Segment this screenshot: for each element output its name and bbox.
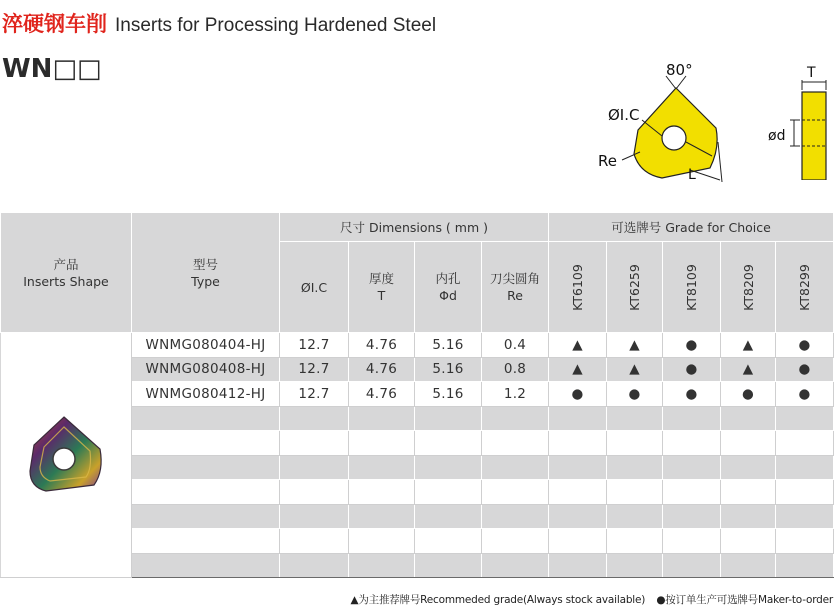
cell-grade-mark: ▲ [721, 357, 776, 382]
cell-ic: 12.7 [280, 382, 349, 407]
cell-grade-mark: ▲ [607, 357, 663, 382]
title-chinese: 淬硬钢车削 [2, 12, 107, 36]
legend-make-to-order: ●按订单生产可选牌号Maker-to-order [656, 594, 833, 606]
cell-grade-mark: ● [776, 333, 834, 358]
cell-t: 4.76 [349, 357, 415, 382]
header-grade: 可选牌号 Grade for Choice [549, 213, 834, 242]
cell-d: 5.16 [415, 357, 482, 382]
cell-re: 0.8 [482, 357, 549, 382]
ic-label: ØI.C [608, 106, 640, 124]
model-code: WN□□ [2, 54, 102, 84]
header-thickness: 厚度 T [349, 242, 415, 333]
l-label: L [688, 167, 696, 183]
cell-ic: 12.7 [280, 357, 349, 382]
page-title [2, 8, 436, 42]
cell-grade-mark: ● [776, 382, 834, 407]
table-row [1, 333, 834, 358]
header-grade-kt8299: KT8299 [776, 242, 834, 333]
cell-grade-mark: ▲ [549, 357, 607, 382]
title-english: Inserts for Processing Hardened Steel [115, 15, 437, 36]
cell-ic: 12.7 [280, 333, 349, 358]
cell-t: 4.76 [349, 333, 415, 358]
cell-d: 5.16 [415, 382, 482, 407]
grade-legend [342, 592, 833, 607]
header-type: 型号 Type [132, 213, 280, 333]
t-label: T [807, 65, 816, 81]
cell-type: WNMG080404-HJ [132, 333, 280, 358]
cell-grade-mark: ▲ [549, 333, 607, 358]
header-radius: 刀尖圆角 Re [482, 242, 549, 333]
insert-photo-cell [1, 333, 132, 578]
header-grade-kt8209: KT8209 [721, 242, 776, 333]
header-dimensions: 尺寸 Dimensions ( mm ) [280, 213, 549, 242]
cell-grade-mark: ● [721, 382, 776, 407]
header-ic: ØI.C [280, 242, 349, 333]
cell-d: 5.16 [415, 333, 482, 358]
cell-grade-mark: ● [776, 357, 834, 382]
cell-grade-mark: ● [663, 382, 721, 407]
cell-grade-mark: ● [663, 357, 721, 382]
insert-top-view-drawing [594, 56, 734, 186]
insert-photo-icon [24, 411, 108, 495]
legend-recommended: ▲为主推荐牌号Recommeded grade(Always stock available) [350, 594, 646, 606]
cell-grade-mark: ▲ [607, 333, 663, 358]
re-label: Re [598, 152, 617, 170]
cell-type: WNMG080408-HJ [132, 357, 280, 382]
insert-side-view-drawing [766, 60, 832, 180]
header-grade-kt6109: KT6109 [549, 242, 607, 333]
cell-grade-mark: ● [607, 382, 663, 407]
header-hole: 内孔 Φd [415, 242, 482, 333]
cell-t: 4.76 [349, 382, 415, 407]
cell-re: 0.4 [482, 333, 549, 358]
cell-re: 1.2 [482, 382, 549, 407]
header-grade-kt6259: KT6259 [607, 242, 663, 333]
specification-table [0, 212, 834, 578]
cell-grade-mark: ● [549, 382, 607, 407]
cell-grade-mark: ● [663, 333, 721, 358]
header-grade-kt8109: KT8109 [663, 242, 721, 333]
angle-label: 80° [666, 61, 693, 79]
d-label: ød [768, 128, 786, 144]
cell-grade-mark: ▲ [721, 333, 776, 358]
header-inserts-shape: 产品 Inserts Shape [1, 213, 132, 333]
cell-type: WNMG080412-HJ [132, 382, 280, 407]
